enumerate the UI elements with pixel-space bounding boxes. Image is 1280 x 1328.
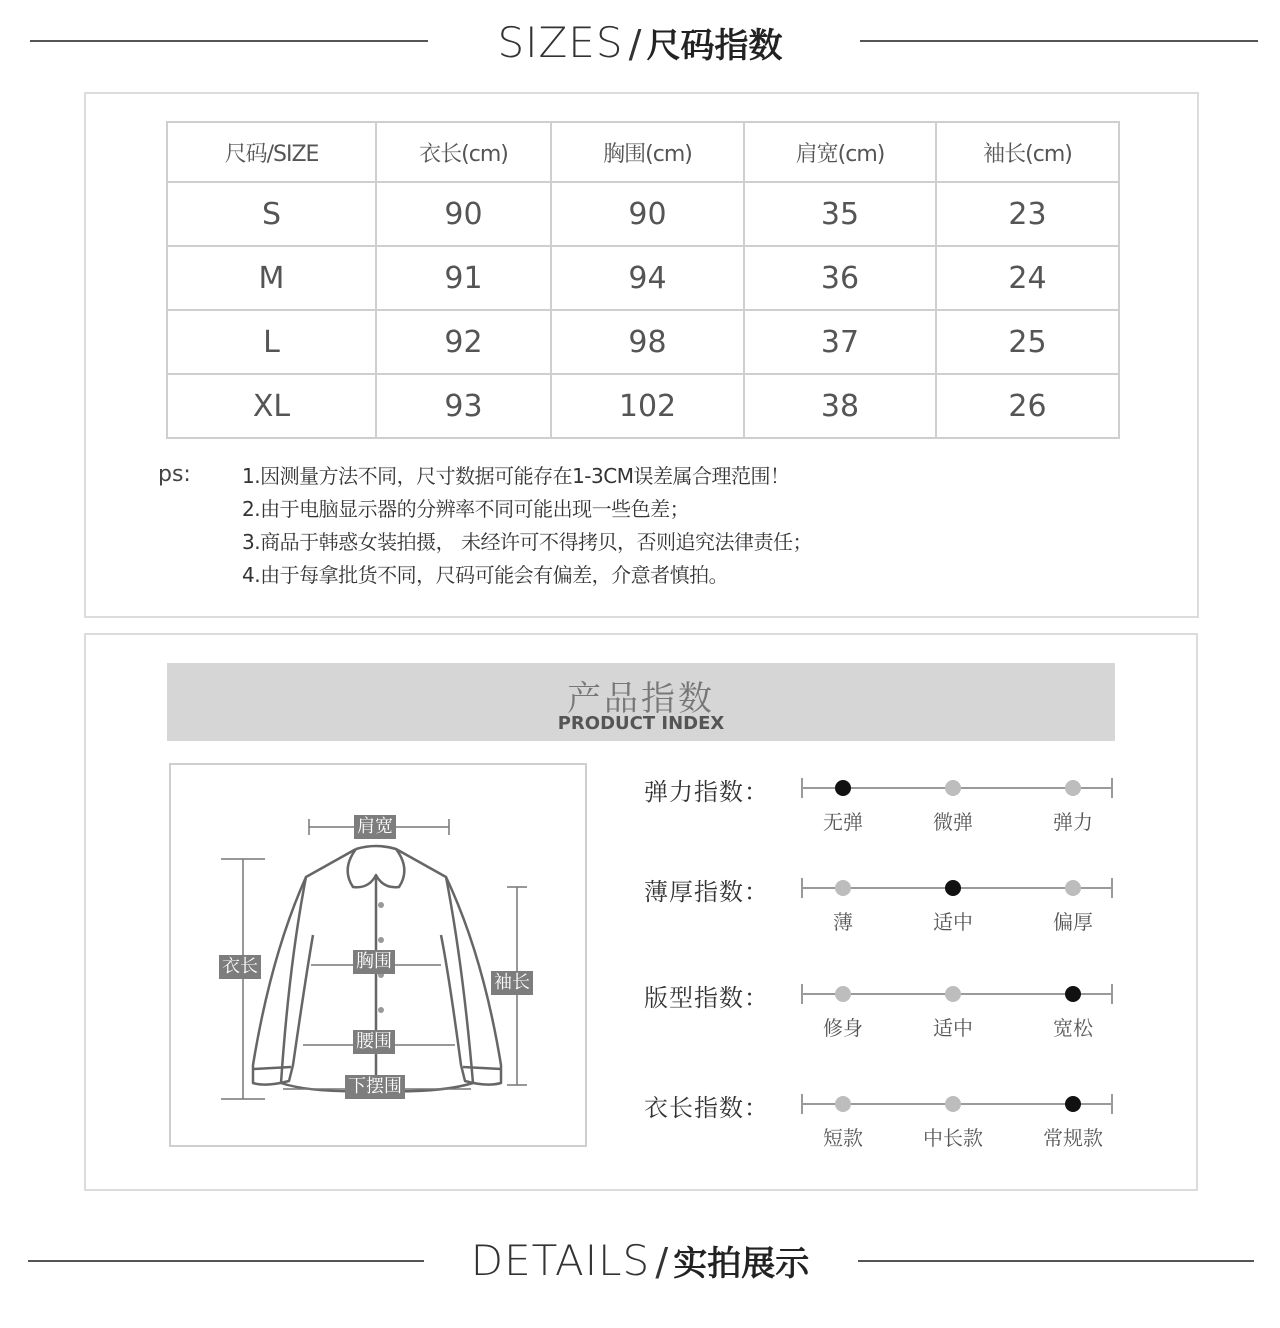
scale-tick xyxy=(801,778,803,798)
index-option-label: 短款 xyxy=(823,1126,863,1150)
cell-shoulder: 35 xyxy=(744,182,936,246)
scale-tick xyxy=(801,984,803,1004)
label-hem: 下摆围 xyxy=(345,1075,405,1099)
index-scale xyxy=(801,877,1113,899)
index-row-label: 薄厚指数： xyxy=(644,878,769,906)
cell-chest: 90 xyxy=(551,182,744,246)
index-row-label: 衣长指数： xyxy=(644,1094,769,1122)
index-row-label: 弹力指数： xyxy=(644,778,769,806)
cell-sleeve: 25 xyxy=(936,310,1119,374)
scale-tick xyxy=(1111,1094,1113,1114)
option-dot xyxy=(835,880,851,896)
note-item: 4.由于每拿批货不同，尺码可能会有偏差，介意者慎拍。 xyxy=(242,563,729,587)
label-sleeve: 袖长 xyxy=(491,971,533,995)
sizes-title-cn: 尺码指数 xyxy=(646,26,783,66)
option-dot xyxy=(835,1096,851,1112)
cell-chest: 102 xyxy=(551,374,744,438)
label-shoulder: 肩宽 xyxy=(354,815,396,839)
product-index-banner xyxy=(167,663,1115,741)
details-title xyxy=(0,1236,1280,1285)
selected-dot xyxy=(1065,986,1081,1002)
size-table xyxy=(166,121,1120,439)
cell-length: 90 xyxy=(376,182,551,246)
col-header-size: 尺码/SIZE xyxy=(167,122,376,182)
index-row-label: 版型指数： xyxy=(644,984,769,1012)
notes-list xyxy=(242,462,812,594)
details-title-en: DETAILS xyxy=(470,1236,651,1285)
sizes-header xyxy=(0,18,1280,68)
table-row xyxy=(167,246,1119,310)
index-option-label: 偏厚 xyxy=(1053,910,1093,934)
cell-sleeve: 23 xyxy=(936,182,1119,246)
col-header-chest: 胸围(cm) xyxy=(551,122,744,182)
cell-shoulder: 37 xyxy=(744,310,936,374)
index-option-label: 中长款 xyxy=(923,1126,983,1150)
option-dot xyxy=(1065,880,1081,896)
label-length: 衣长 xyxy=(219,955,261,979)
cell-size: S xyxy=(167,182,376,246)
table-row xyxy=(167,310,1119,374)
selected-dot xyxy=(945,880,961,896)
cell-chest: 98 xyxy=(551,310,744,374)
index-option-label: 无弹 xyxy=(823,810,863,834)
option-dot xyxy=(945,1096,961,1112)
index-option-label: 适中 xyxy=(933,1016,973,1040)
cell-shoulder: 36 xyxy=(744,246,936,310)
cell-length: 93 xyxy=(376,374,551,438)
index-scale xyxy=(801,1093,1113,1115)
index-option-label: 修身 xyxy=(823,1016,863,1040)
note-item: 2.由于电脑显示器的分辨率不同可能出现一些色差； xyxy=(242,497,690,521)
cell-size: XL xyxy=(167,374,376,438)
scale-tick xyxy=(1111,778,1113,798)
cell-length: 91 xyxy=(376,246,551,310)
details-title-cn: 实拍展示 xyxy=(673,1244,810,1284)
index-option-label: 常规款 xyxy=(1043,1126,1103,1150)
index-option-label: 微弹 xyxy=(933,810,973,834)
note-item: 1.因测量方法不同，尺寸数据可能存在1-3CM误差属合理范围！ xyxy=(242,464,790,488)
garment-diagram xyxy=(169,763,587,1147)
note-item: 3.商品于韩惑女装拍摄， 未经许可不得拷贝，否则追究法律责任； xyxy=(242,530,812,554)
index-option-label: 薄 xyxy=(833,910,853,934)
details-header xyxy=(0,1236,1280,1288)
option-dot xyxy=(835,986,851,1002)
table-row xyxy=(167,374,1119,438)
cell-chest: 94 xyxy=(551,246,744,310)
index-option-label: 宽松 xyxy=(1053,1016,1093,1040)
cell-sleeve: 26 xyxy=(936,374,1119,438)
scale-tick xyxy=(801,1094,803,1114)
col-header-sleeve: 袖长(cm) xyxy=(936,122,1119,182)
size-table-header-row xyxy=(167,122,1119,182)
notes-label: ps: xyxy=(158,462,191,487)
scale-tick xyxy=(801,878,803,898)
product-index-title-cn: 产品指数 xyxy=(567,679,715,719)
cell-shoulder: 38 xyxy=(744,374,936,438)
sizes-title-en: SIZES xyxy=(497,18,624,67)
selected-dot xyxy=(835,780,851,796)
index-option-label: 弹力 xyxy=(1053,810,1093,834)
product-index-title-en: PRODUCT INDEX xyxy=(557,713,725,734)
table-row xyxy=(167,182,1119,246)
sizes-title xyxy=(0,18,1280,67)
scale-tick xyxy=(1111,878,1113,898)
cell-size: M xyxy=(167,246,376,310)
option-dot xyxy=(945,780,961,796)
label-waist: 腰围 xyxy=(353,1030,395,1054)
cell-size: L xyxy=(167,310,376,374)
cell-length: 92 xyxy=(376,310,551,374)
index-option-label: 适中 xyxy=(933,910,973,934)
option-dot xyxy=(1065,780,1081,796)
selected-dot xyxy=(1065,1096,1081,1112)
sizes-title-slash: / xyxy=(628,22,642,66)
label-chest: 胸围 xyxy=(353,950,395,974)
index-scale xyxy=(801,777,1113,799)
col-header-length: 衣长(cm) xyxy=(376,122,551,182)
cell-sleeve: 24 xyxy=(936,246,1119,310)
index-scale xyxy=(801,983,1113,1005)
col-header-shoulder: 肩宽(cm) xyxy=(744,122,936,182)
scale-tick xyxy=(1111,984,1113,1004)
details-title-slash: / xyxy=(655,1240,669,1284)
option-dot xyxy=(945,986,961,1002)
